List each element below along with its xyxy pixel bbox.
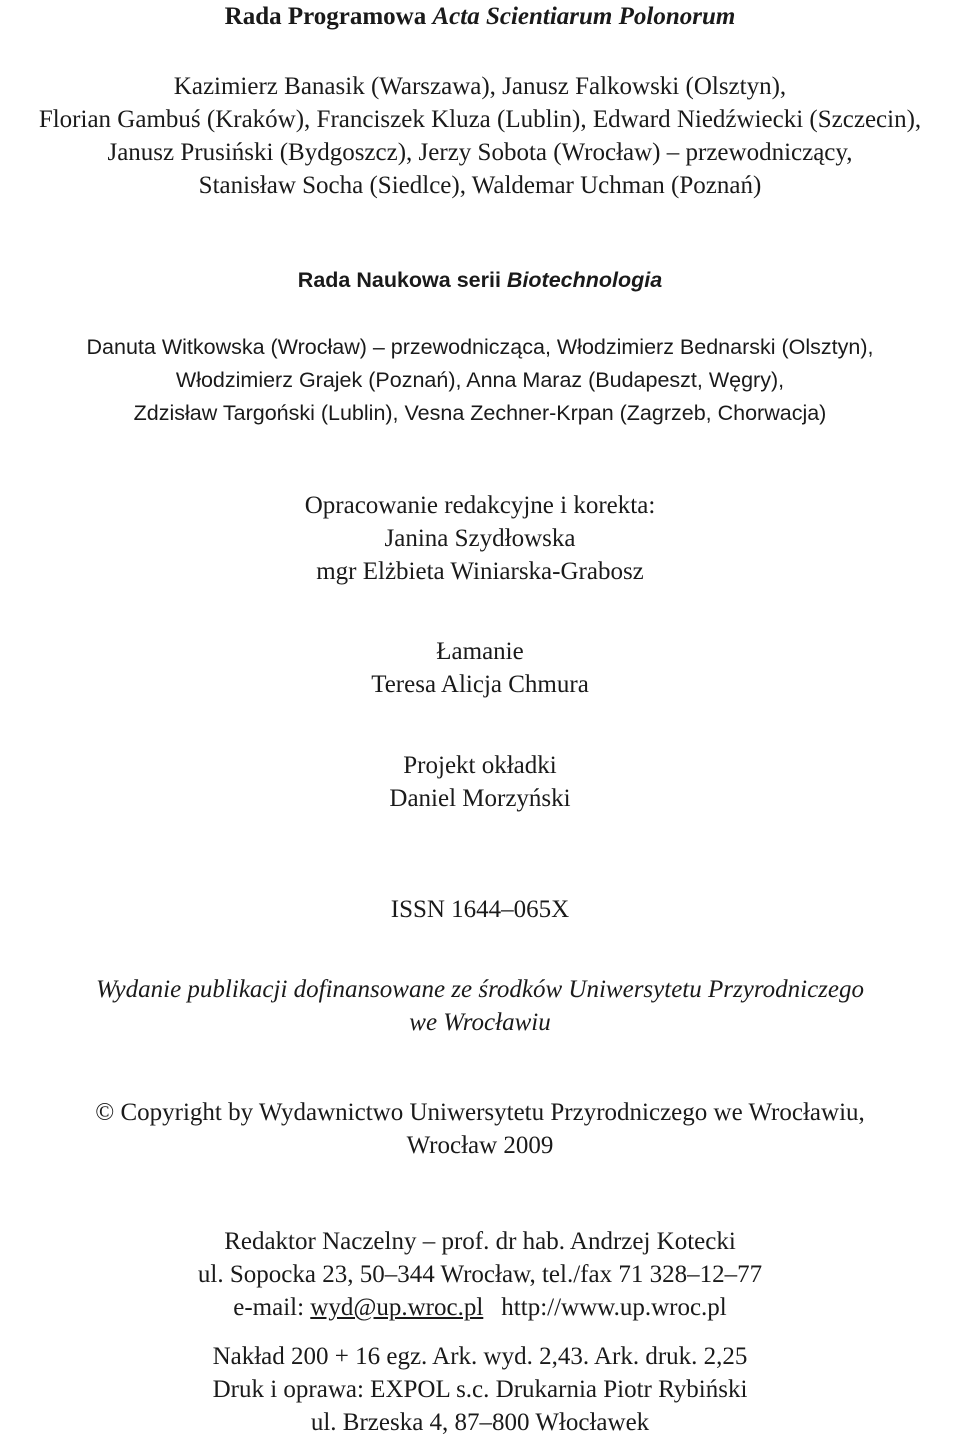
printer-address: ul. Brzeska 4, 87–800 Włocławek: [310, 1409, 650, 1436]
cover-name: Daniel Morzyński: [389, 785, 571, 812]
layout-label: Łamanie: [436, 638, 524, 665]
copyright-notice: [0, 1096, 960, 1162]
cover-credit: [0, 749, 960, 815]
email-link[interactable]: wyd@up.wroc.pl: [310, 1294, 484, 1321]
email-label: e-mail:: [233, 1294, 305, 1321]
scientific-council-heading: [0, 264, 960, 297]
editing-name: Janina Szydłowska: [384, 525, 576, 552]
funding-note-line: we Wrocławiu: [409, 1009, 551, 1036]
funding-note: [0, 973, 960, 1039]
editor-in-chief: Redaktor Naczelny – prof. dr hab. Andrzej Kotecki: [224, 1228, 736, 1255]
editing-name: mgr Elżbieta Winiarska-Grabosz: [316, 558, 644, 585]
program-council-line: Kazimierz Banasik (Warszawa), Janusz Falkowski (Olsztyn),: [173, 73, 787, 100]
program-council-line: Florian Gambuś (Kraków), Franciszek Kluza (Lublin), Edward Niedźwiecki (Szczecin),: [38, 106, 922, 133]
program-council-section: [0, 0, 960, 33]
copyright-line: © Copyright by Wydawnictwo Uniwersytetu Przyrodniczego we Wrocławiu,: [95, 1099, 865, 1126]
editor-contact: [0, 1225, 960, 1324]
layout-credit: [0, 635, 960, 701]
print-run: Nakład 200 + 16 egz. Ark. wyd. 2,43. Ark. druk. 2,25: [212, 1343, 748, 1370]
editing-label: Opracowanie redakcyjne i korekta:: [304, 492, 656, 519]
issn-section: [0, 893, 960, 926]
print-info: [0, 1340, 960, 1439]
series-title: Biotechnologia: [506, 268, 663, 292]
copyright-year-line: Wrocław 2009: [406, 1132, 554, 1159]
scientific-council-line: Danuta Witkowska (Wrocław) – przewodnicząca, Włodzimierz Bednarski (Olsztyn),: [86, 335, 874, 359]
contact-line: [0, 1291, 960, 1324]
program-council-line: Stanisław Socha (Siedlce), Waldemar Uchman (Poznań): [198, 172, 762, 199]
website-link[interactable]: http://www.up.wroc.pl: [501, 1294, 727, 1321]
scientific-council-line: Włodzimierz Grajek (Poznań), Anna Maraz (Budapeszt, Węgry),: [175, 368, 785, 392]
scientific-council-members: [0, 331, 960, 430]
program-council-line: Janusz Prusiński (Bydgoszcz), Jerzy Sobota (Wrocław) – przewodniczący,: [107, 139, 853, 166]
program-council-members: [0, 70, 960, 202]
program-council-heading-prefix: Rada Programowa: [224, 3, 427, 30]
funding-note-line: Wydanie publikacji dofinansowane ze środków Uniwersytetu Przyrodniczego: [96, 976, 864, 1003]
scientific-council-heading-prefix: Rada Naukowa serii: [297, 268, 501, 292]
publisher-address: ul. Sopocka 23, 50–344 Wrocław, tel./fax 71 328–12–77: [197, 1261, 763, 1288]
issn: ISSN 1644–065X: [390, 896, 570, 923]
layout-name: Teresa Alicja Chmura: [371, 671, 589, 698]
cover-label: Projekt okładki: [403, 752, 557, 779]
program-council-heading: [0, 0, 960, 33]
printer: Druk i oprawa: EXPOL s.c. Drukarnia Piotr Rybiński: [212, 1376, 748, 1403]
journal-title: Acta Scientiarum Polonorum: [432, 3, 736, 30]
scientific-council-line: Zdzisław Targoński (Lublin), Vesna Zechner-Krpan (Zagrzeb, Chorwacja): [133, 401, 827, 425]
editing-credit: [0, 489, 960, 588]
